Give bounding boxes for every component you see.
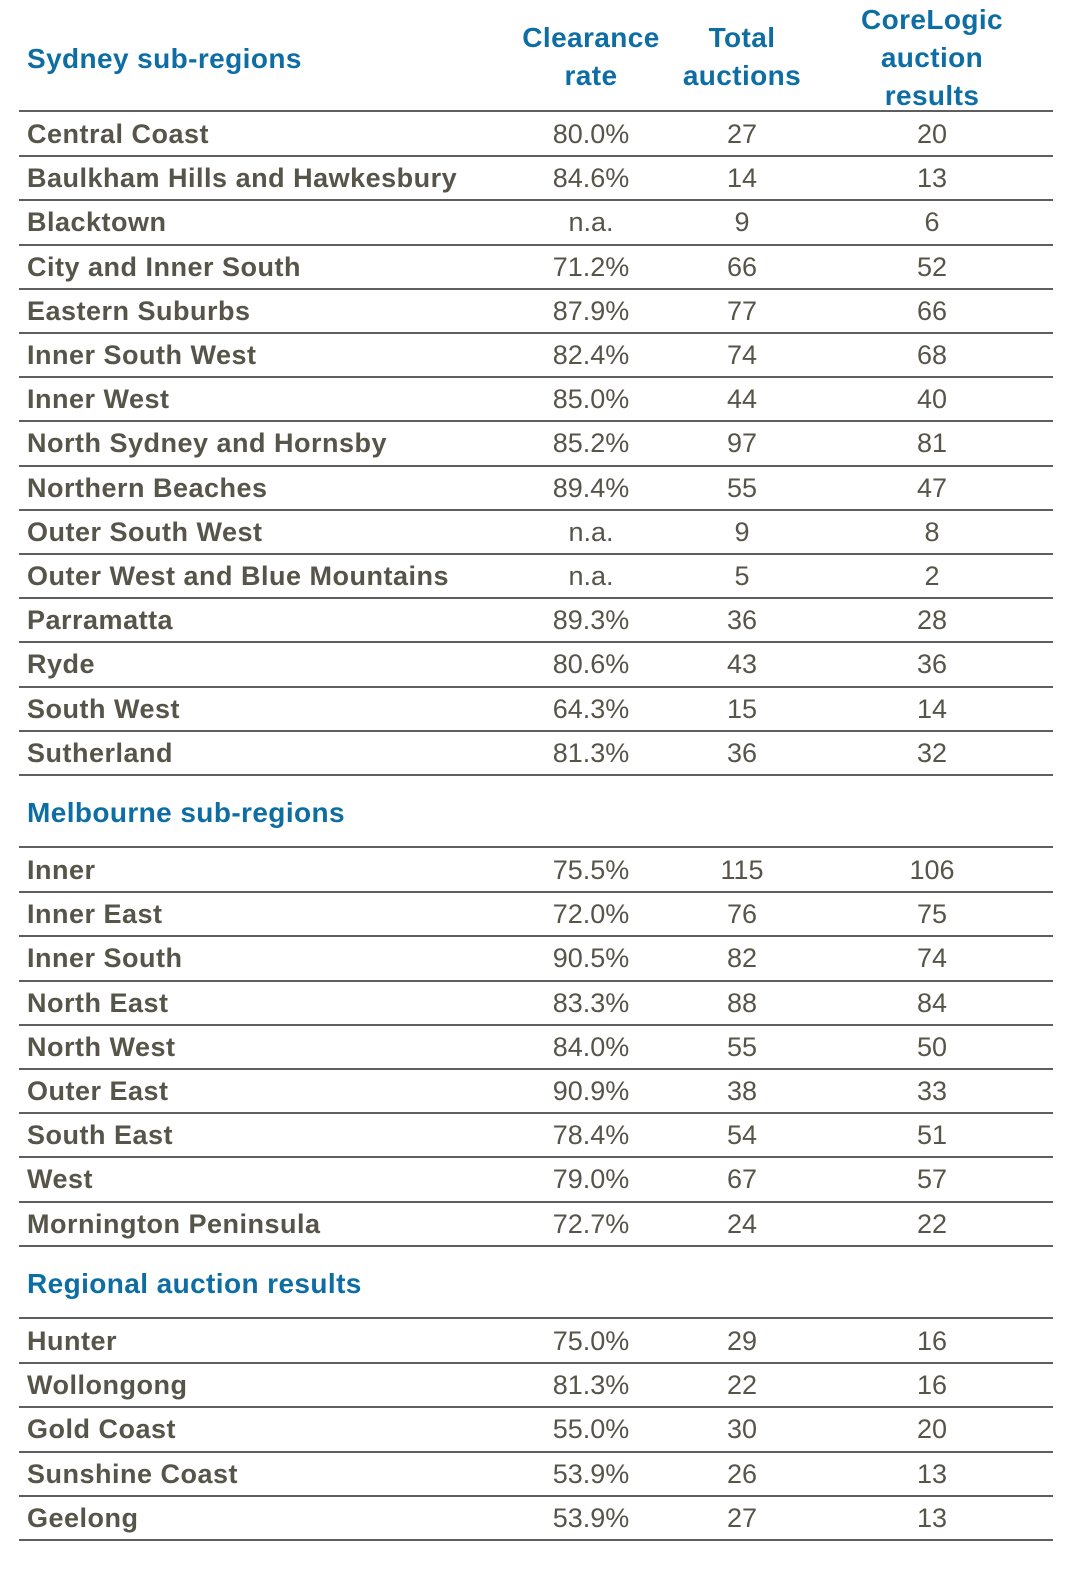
clearance-rate-value: 75.0%	[552, 1326, 630, 1356]
total-auctions-value: 36	[726, 737, 758, 768]
table-row	[19, 1497, 1053, 1541]
clearance-rate-value: 78.4%	[552, 1120, 630, 1151]
corelogic-results-value: 28	[916, 605, 948, 636]
region-name: Hunter	[27, 1326, 117, 1356]
total-auctions-value: 88	[726, 987, 758, 1018]
clearance-rate-value: 53.9%	[552, 1458, 630, 1489]
total-auctions-value: 27	[726, 1502, 758, 1533]
corelogic-results-value: 40	[916, 384, 948, 415]
clearance-rate-value: 82.4%	[552, 340, 630, 370]
clearance-rate-value: 53.9%	[552, 1502, 630, 1533]
total-auctions-value: 9	[734, 516, 750, 547]
region-name: Outer East	[27, 1076, 169, 1106]
total-auctions-value: 36	[726, 605, 758, 636]
table-row	[19, 1114, 1053, 1158]
table-row	[19, 201, 1053, 245]
corelogic-results-value: 13	[916, 1502, 948, 1533]
corelogic-results-value: 75	[916, 899, 948, 930]
table-row	[19, 849, 1053, 893]
region-name: Eastern Suburbs	[27, 295, 251, 326]
clearance-rate-value: 85.0%	[552, 384, 630, 415]
clearance-rate-value: 83.3%	[552, 987, 630, 1018]
corelogic-results-value: 8	[924, 516, 940, 547]
corelogic-results-value: 6	[924, 207, 940, 238]
total-auctions-value: 38	[726, 1076, 758, 1106]
clearance-rate-value: 64.3%	[552, 693, 630, 724]
total-auctions-value: 22	[726, 1370, 758, 1401]
total-auctions-value: 67	[726, 1164, 758, 1195]
table-row	[19, 1070, 1053, 1114]
corelogic-results-value: 57	[916, 1164, 948, 1195]
table-row	[19, 467, 1053, 511]
total-auctions-value: 55	[726, 472, 758, 503]
corelogic-results-value: 13	[916, 163, 948, 194]
corelogic-results-value: 20	[916, 119, 948, 149]
corelogic-results-value: 20	[916, 1414, 948, 1445]
clearance-rate-value: 72.0%	[552, 899, 630, 930]
clearance-rate-value: 75.5%	[552, 855, 630, 885]
corelogic-results-value: 50	[916, 1031, 948, 1062]
total-auctions-value: 26	[726, 1458, 758, 1489]
region-name: Inner West	[27, 384, 170, 415]
clearance-rate-value: 81.3%	[552, 737, 630, 768]
region-name: Inner	[27, 855, 96, 885]
region-name: Central Coast	[27, 119, 210, 149]
corelogic-results-value: 2	[924, 561, 940, 591]
clearance-rate-value: 80.6%	[552, 649, 630, 680]
total-auctions-value: 44	[726, 384, 758, 415]
region-name: South East	[27, 1120, 174, 1151]
total-auctions-value: 97	[726, 428, 758, 459]
clearance-rate-value: 89.4%	[552, 472, 630, 503]
corelogic-results-value: 13	[916, 1458, 948, 1489]
clearance-rate-value: 84.6%	[552, 163, 630, 194]
table-row	[19, 290, 1053, 334]
clearance-rate-value: 80.0%	[552, 119, 630, 149]
table-row	[19, 422, 1053, 466]
total-auctions-value: 66	[726, 251, 758, 282]
corelogic-results-value: 52	[916, 251, 948, 282]
table-row	[19, 1203, 1053, 1247]
region-name: North East	[27, 987, 169, 1018]
clearance-rate-value: 81.3%	[552, 1370, 630, 1401]
table-row	[19, 893, 1053, 937]
section-title-regional: Regional auction results	[27, 1268, 362, 1299]
region-name: North Sydney and Hornsby	[27, 428, 388, 459]
total-auctions-value: 43	[726, 649, 758, 680]
region-name: West	[27, 1164, 94, 1195]
table-row	[19, 599, 1053, 643]
corelogic-results-value: 36	[916, 649, 948, 680]
table-row	[19, 1364, 1053, 1408]
table-row	[19, 113, 1053, 157]
total-auctions-value: 27	[726, 119, 758, 149]
section-title-melbourne: Melbourne sub-regions	[27, 797, 345, 828]
section-header-melbourne	[19, 776, 1053, 848]
clearance-rate-value: 71.2%	[552, 251, 630, 282]
clearance-rate-value: n.a.	[568, 516, 614, 547]
table-header	[19, 0, 1053, 112]
clearance-rate-value: n.a.	[568, 207, 614, 238]
region-name: Ryde	[27, 649, 96, 680]
total-auctions-value: 14	[726, 163, 758, 194]
corelogic-results-value: 14	[916, 693, 948, 724]
table-row	[19, 643, 1053, 687]
corelogic-results-value: 74	[916, 943, 948, 974]
table-row	[19, 1320, 1053, 1364]
clearance-rate-value: 87.9%	[552, 295, 630, 326]
table-row	[19, 1026, 1053, 1070]
region-name: Outer West and Blue Mountains	[27, 561, 450, 591]
clearance-rate-value: 79.0%	[552, 1164, 630, 1195]
region-name: Parramatta	[27, 605, 174, 636]
table-row	[19, 378, 1053, 422]
clearance-rate-value: 90.5%	[552, 943, 630, 974]
table-row	[19, 1408, 1053, 1452]
region-name: Outer South West	[27, 516, 263, 547]
total-auctions-value: 77	[726, 295, 758, 326]
corelogic-results-value: 33	[916, 1076, 948, 1106]
corelogic-results-value: 47	[916, 472, 948, 503]
total-auctions-value: 54	[726, 1120, 758, 1151]
corelogic-results-value: 16	[916, 1326, 948, 1356]
clearance-rate-value: n.a.	[568, 561, 614, 591]
table-row	[19, 688, 1053, 732]
total-auctions-value: 24	[726, 1208, 758, 1239]
table-row	[19, 511, 1053, 555]
region-name: North West	[27, 1031, 176, 1062]
total-auctions-value: 15	[726, 693, 758, 724]
table-row	[19, 157, 1053, 201]
table-row	[19, 732, 1053, 776]
section-header-regional	[19, 1247, 1053, 1319]
clearance-rate-value: 90.9%	[552, 1076, 630, 1106]
total-auctions-value: 115	[720, 855, 764, 885]
corelogic-results-value: 66	[916, 295, 948, 326]
region-name: South West	[27, 693, 180, 724]
table-row	[19, 555, 1053, 599]
clearance-rate-value: 89.3%	[552, 605, 630, 636]
clearance-rate-value: 55.0%	[552, 1414, 630, 1445]
total-auctions-value: 30	[726, 1414, 758, 1445]
column-header-corelogic-results: CoreLogic auction results	[860, 4, 1004, 111]
table-row	[19, 982, 1053, 1026]
region-name: Geelong	[27, 1502, 139, 1533]
table-row	[19, 334, 1053, 378]
region-name: Blacktown	[27, 207, 167, 238]
region-name: City and Inner South	[27, 251, 302, 282]
corelogic-results-value: 68	[916, 340, 948, 370]
region-name: Mornington Peninsula	[27, 1208, 321, 1239]
region-name: Baulkham Hills and Hawkesbury	[27, 163, 458, 194]
table-row	[19, 1453, 1053, 1497]
table-row	[19, 246, 1053, 290]
region-name: Wollongong	[27, 1370, 188, 1401]
table-row	[19, 937, 1053, 981]
corelogic-results-value: 81	[916, 428, 948, 459]
region-name: Northern Beaches	[27, 472, 268, 503]
table-row	[19, 1158, 1053, 1202]
corelogic-results-value: 32	[916, 737, 948, 768]
clearance-rate-value: 84.0%	[552, 1031, 630, 1062]
column-header-clearance-rate: Clearance rate	[522, 22, 660, 91]
section-title-sydney: Sydney sub-regions	[27, 43, 302, 74]
region-name: Inner East	[27, 899, 163, 930]
region-name: Gold Coast	[27, 1414, 177, 1445]
region-name: Sunshine Coast	[27, 1458, 239, 1489]
total-auctions-value: 29	[726, 1326, 758, 1356]
region-name: Inner South West	[27, 340, 257, 370]
total-auctions-value: 76	[726, 899, 758, 930]
corelogic-results-value: 51	[916, 1120, 948, 1151]
corelogic-results-value: 106	[909, 855, 955, 885]
corelogic-results-value: 22	[916, 1208, 948, 1239]
clearance-rate-value: 85.2%	[552, 428, 630, 459]
total-auctions-value: 9	[734, 207, 750, 238]
region-name: Inner South	[27, 943, 183, 974]
total-auctions-value: 55	[726, 1031, 758, 1062]
clearance-rate-value: 72.7%	[552, 1208, 630, 1239]
column-header-total-auctions: Total auctions	[682, 22, 802, 91]
total-auctions-value: 74	[726, 340, 758, 370]
total-auctions-value: 82	[726, 943, 758, 974]
corelogic-results-value: 84	[916, 987, 948, 1018]
corelogic-results-value: 16	[916, 1370, 948, 1401]
region-name: Sutherland	[27, 737, 174, 768]
total-auctions-value: 5	[734, 561, 750, 591]
